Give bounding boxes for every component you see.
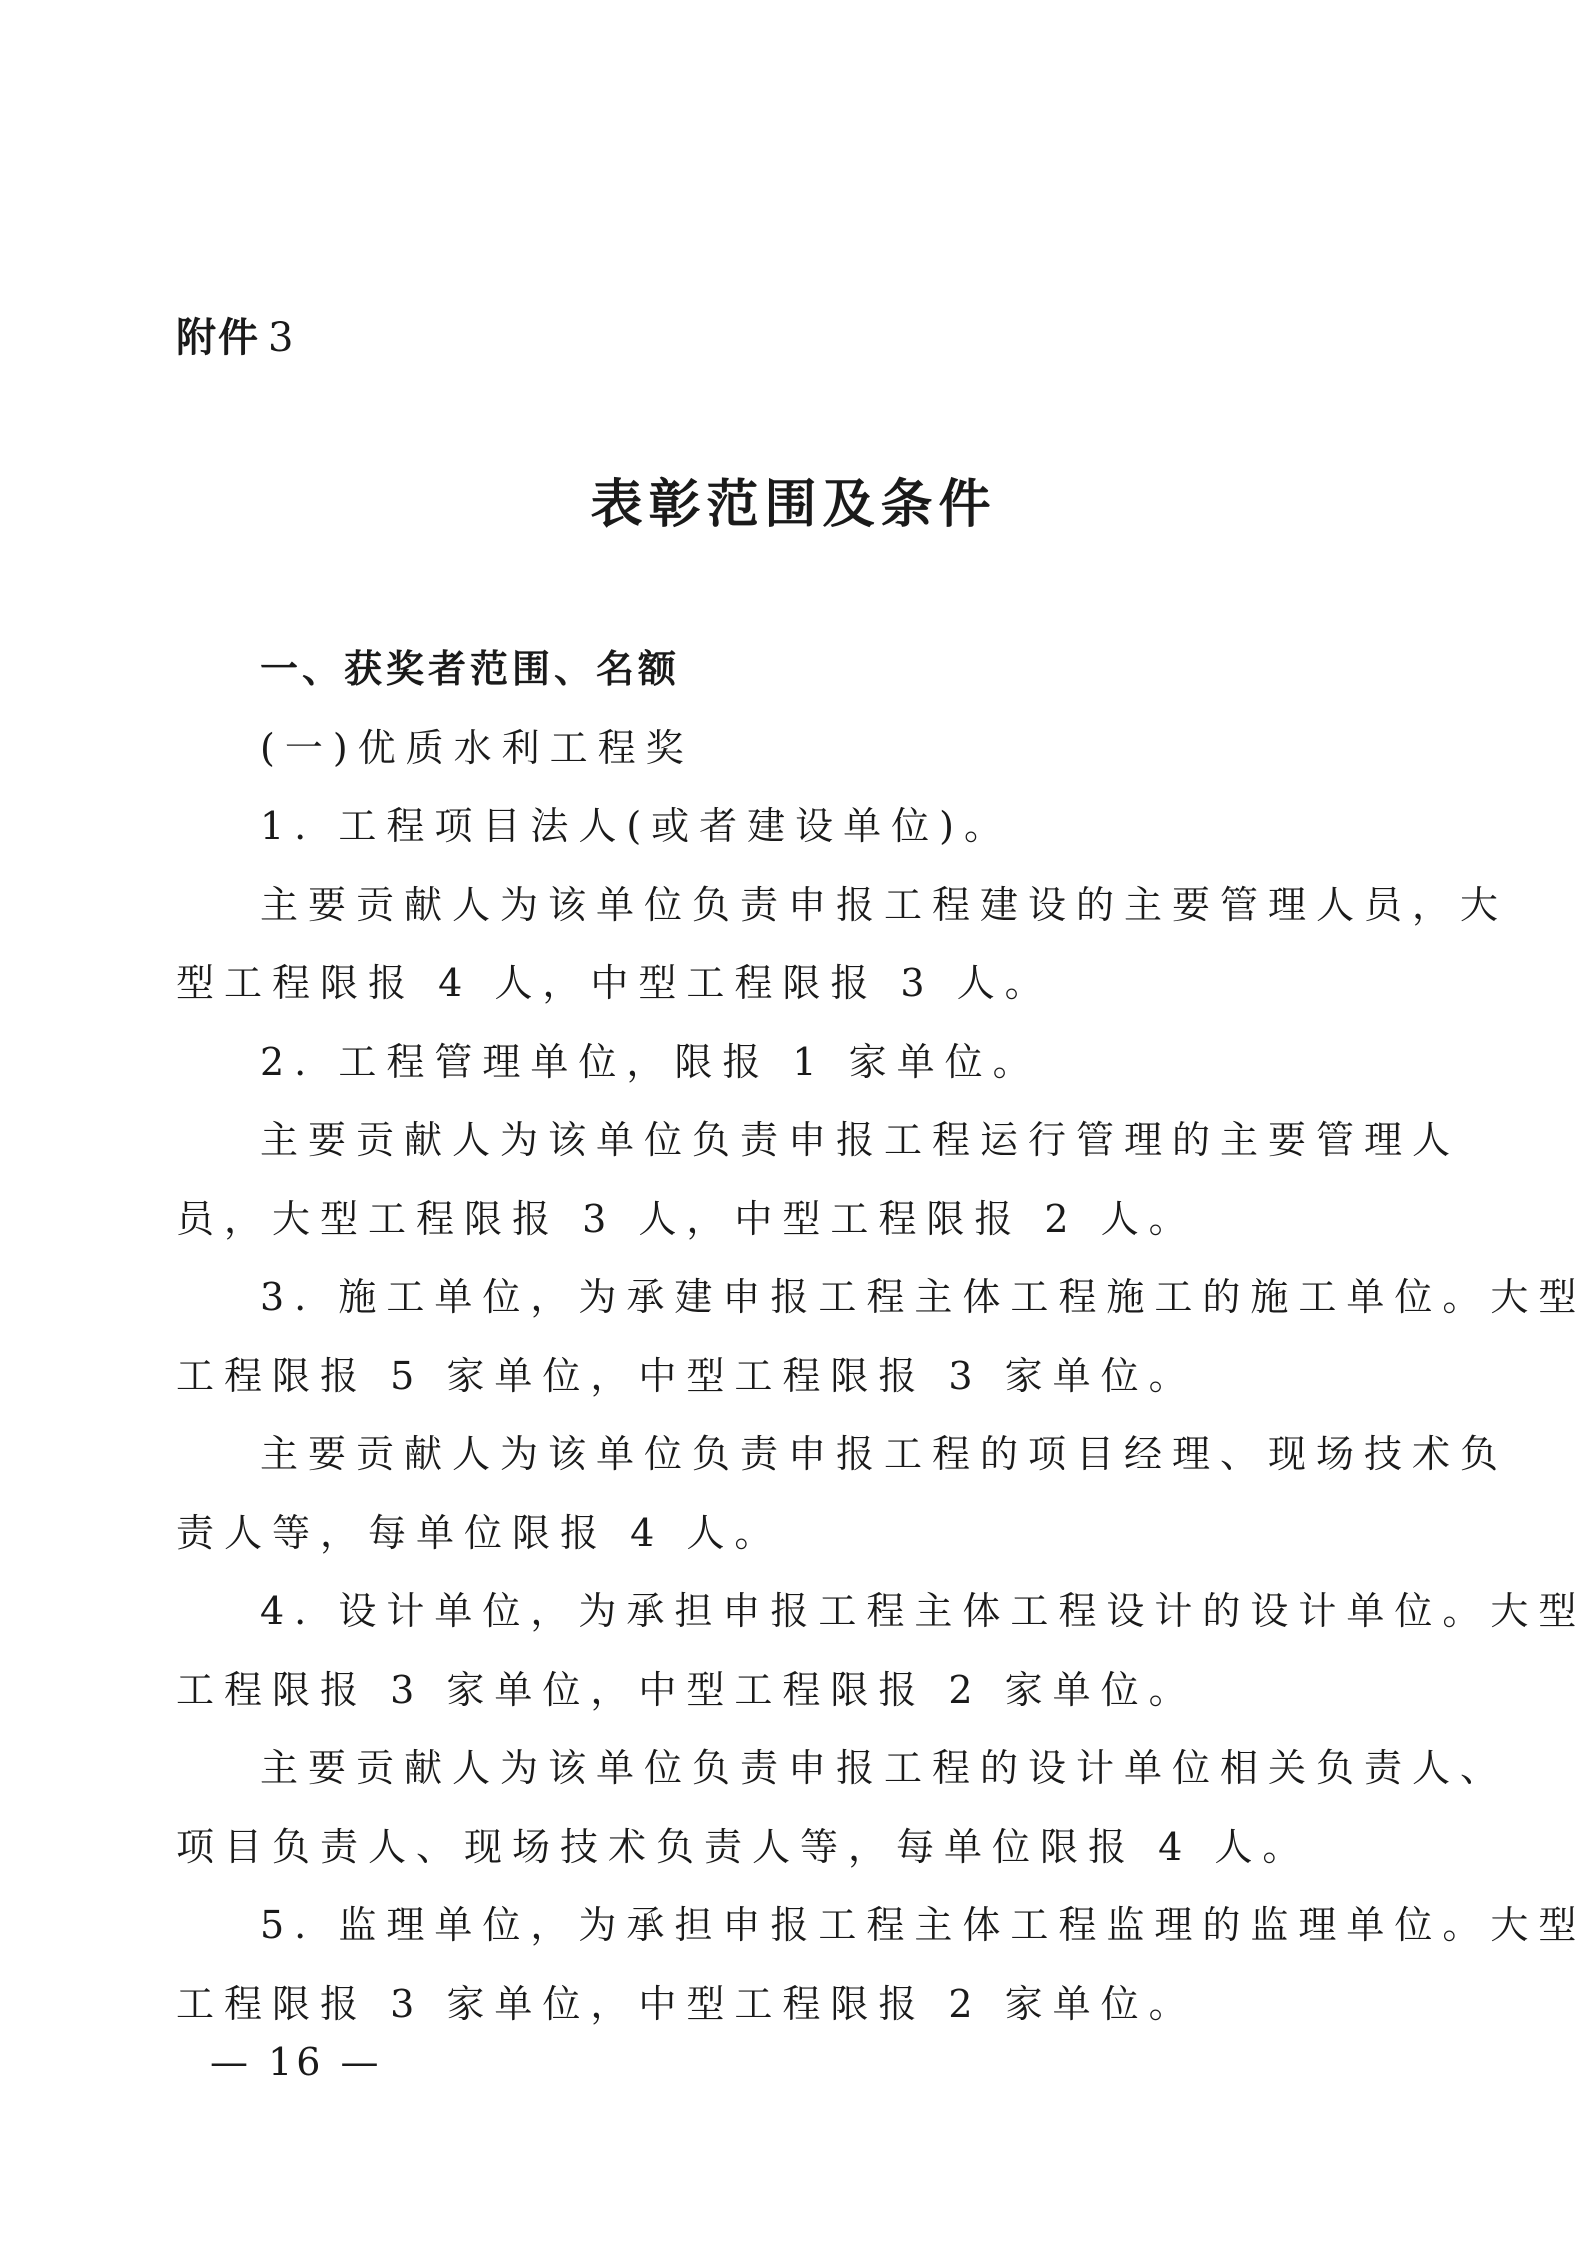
document-body bbox=[176, 630, 1587, 2043]
paragraph-line: 主要贡献人为该单位负责申报工程运行管理的主要管理人 bbox=[260, 1118, 1461, 1162]
paragraph-line: 2. 工程管理单位，限报 1 家单位。 bbox=[260, 1039, 1041, 1084]
paragraph-line: 5. 监理单位，为承担申报工程主体工程监理的监理单位。大型 bbox=[260, 1903, 1587, 1947]
paragraph-line: 工程限报 5 家单位，中型工程限报 3 家单位。 bbox=[176, 1353, 1197, 1398]
paragraph-line: 3. 施工单位，为承建申报工程主体工程施工的施工单位。大型 bbox=[260, 1275, 1587, 1319]
attachment-number: 3 bbox=[268, 315, 296, 361]
paragraph-line: 主要贡献人为该单位负责申报工程的项目经理、现场技术负 bbox=[260, 1432, 1509, 1476]
page-number: — 16 — bbox=[210, 2040, 383, 2084]
paragraph-line: 4. 设计单位，为承担申报工程主体工程设计的设计单位。大型 bbox=[260, 1589, 1587, 1633]
paragraph-line: 责人等，每单位限报 4 人。 bbox=[176, 1510, 783, 1555]
paragraph-line: 项目负责人、现场技术负责人等，每单位限报 4 人。 bbox=[176, 1824, 1311, 1869]
paragraph-line: 主要贡献人为该单位负责申报工程建设的主要管理人员，大 bbox=[260, 882, 1509, 927]
paragraph-line: 工程限报 3 家单位，中型工程限报 2 家单位。 bbox=[176, 1667, 1197, 1712]
paragraph-line: 1. 工程项目法人(或者建设单位)。 bbox=[260, 804, 1012, 848]
paragraph-line: 型工程限报 4 人，中型工程限报 3 人。 bbox=[176, 961, 1053, 1005]
paragraph-line: 员，大型工程限报 3 人，中型工程限报 2 人。 bbox=[176, 1196, 1197, 1241]
subsection-heading: (一)优质水利工程奖 bbox=[260, 725, 694, 770]
paragraph-line: 主要贡献人为该单位负责申报工程的设计单位相关负责人、 bbox=[260, 1746, 1509, 1790]
section-heading: 一、获奖者范围、名额 bbox=[260, 647, 681, 691]
paragraph-line: 工程限报 3 家单位，中型工程限报 2 家单位。 bbox=[176, 1981, 1197, 2026]
attachment-label-text: 附件 bbox=[176, 315, 260, 361]
attachment-label bbox=[176, 306, 295, 363]
document-title: 表彰范围及条件 bbox=[590, 474, 997, 535]
